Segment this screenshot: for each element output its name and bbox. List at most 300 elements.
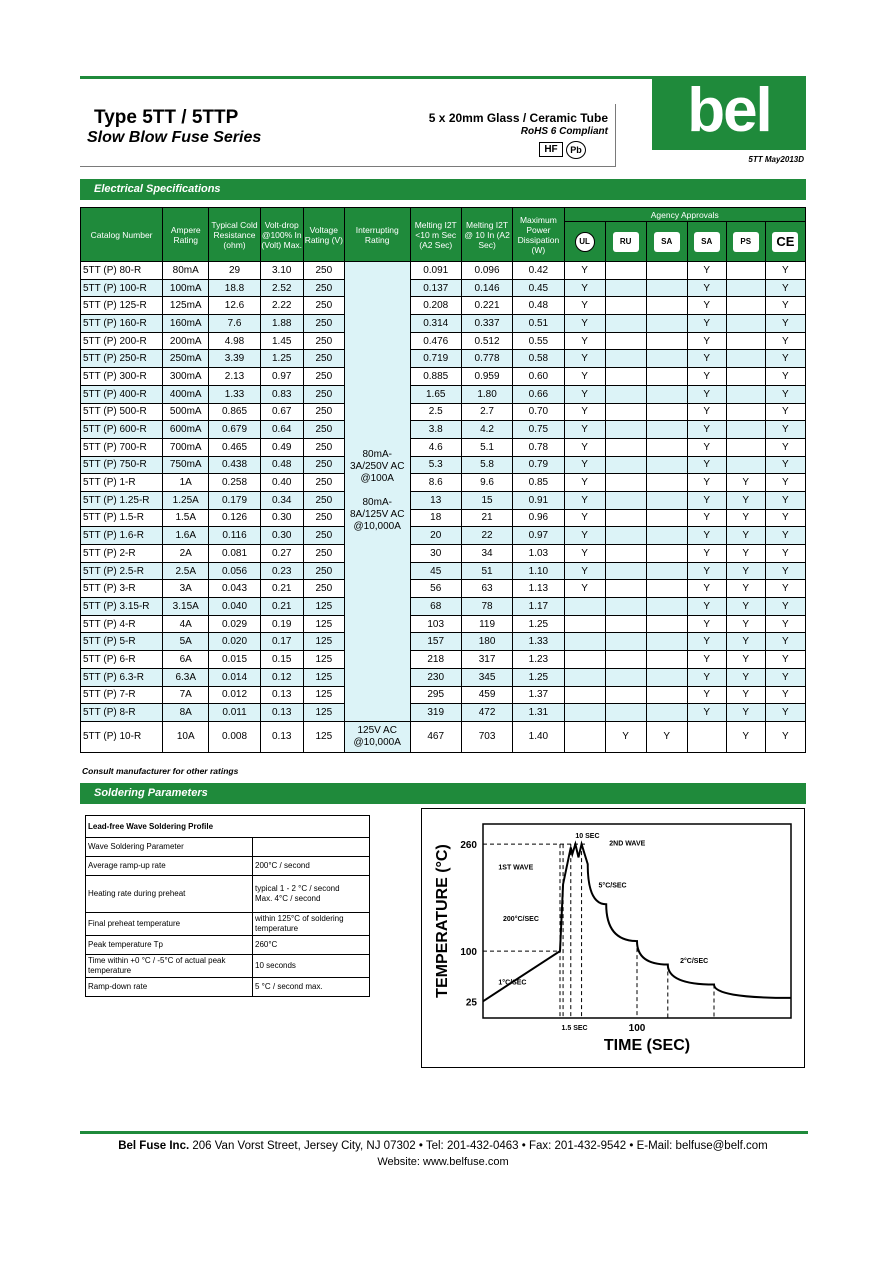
- table-cell: 0.13: [260, 686, 303, 704]
- table-cell: [646, 368, 687, 386]
- table-cell: [726, 403, 765, 421]
- table-cell: Y: [765, 580, 805, 598]
- table-cell: 0.83: [260, 385, 303, 403]
- table-cell: 51: [461, 562, 512, 580]
- table-cell: [646, 315, 687, 333]
- table-cell: Y: [687, 704, 726, 722]
- table-cell: [605, 580, 646, 598]
- table-cell: 0.012: [209, 686, 260, 704]
- table-cell: Y: [687, 421, 726, 439]
- table-cell: 200mA: [163, 332, 209, 350]
- table-cell: [726, 297, 765, 315]
- table-row: [81, 721, 806, 752]
- table-cell: Y: [765, 509, 805, 527]
- table-cell: 5TT (P) 250-R: [81, 350, 163, 368]
- y-tick-label: 260: [460, 840, 477, 852]
- header-catalog: Catalog Number: [81, 208, 163, 262]
- table-row: [81, 580, 806, 598]
- table-cell: 2.7: [461, 403, 512, 421]
- soldering-value: 200°C / second: [253, 857, 370, 876]
- table-cell: 7.6: [209, 315, 260, 333]
- table-cell: Y: [687, 297, 726, 315]
- table-cell: 1.25: [260, 350, 303, 368]
- table-cell: 700mA: [163, 438, 209, 456]
- table-cell: 8A: [163, 704, 209, 722]
- soldering-value: 5 °C / second max.: [253, 978, 370, 997]
- table-cell: [605, 509, 646, 527]
- table-cell: 4A: [163, 615, 209, 633]
- table-cell: 0.48: [513, 297, 564, 315]
- table-row: [81, 332, 806, 350]
- table-cell: 125: [303, 686, 344, 704]
- table-cell: [605, 332, 646, 350]
- table-cell: Y: [726, 721, 765, 752]
- ur-recognized-icon: RU: [613, 232, 639, 252]
- header-agency: Agency Approvals: [564, 208, 805, 222]
- table-cell: Y: [687, 651, 726, 669]
- soldering-value: [253, 838, 370, 857]
- table-cell: 10A: [163, 721, 209, 752]
- y-axis-label: TEMPERATURE (°C): [434, 844, 451, 998]
- soldering-param: Heating rate during preheat: [86, 876, 253, 913]
- table-cell: [646, 332, 687, 350]
- table-cell: Y: [765, 421, 805, 439]
- table-cell: 0.116: [209, 527, 260, 545]
- table-cell: 5TT (P) 8-R: [81, 704, 163, 722]
- soldering-table-title: Lead-free Wave Soldering Profile: [86, 816, 370, 838]
- table-cell: Y: [687, 668, 726, 686]
- table-cell: Y: [564, 279, 605, 297]
- table-cell: 317: [461, 651, 512, 669]
- table-cell: 250: [303, 562, 344, 580]
- table-cell: 1.31: [513, 704, 564, 722]
- table-cell: 0.67: [260, 403, 303, 421]
- header-interrupting: Interrupting Rating: [344, 208, 410, 262]
- table-cell: [605, 438, 646, 456]
- table-cell: 18: [410, 509, 461, 527]
- table-cell: Y: [564, 368, 605, 386]
- table-cell: [564, 704, 605, 722]
- electrical-section-header: Electrical Specifications: [80, 179, 806, 200]
- table-cell: Y: [687, 491, 726, 509]
- table-cell: [605, 598, 646, 616]
- table-cell: 0.043: [209, 580, 260, 598]
- table-cell: [726, 421, 765, 439]
- table-cell: [726, 456, 765, 474]
- table-cell: 0.58: [513, 350, 564, 368]
- table-cell: 0.137: [410, 279, 461, 297]
- table-cell: 0.040: [209, 598, 260, 616]
- table-row: [81, 651, 806, 669]
- table-cell: 0.959: [461, 368, 512, 386]
- table-cell: [726, 368, 765, 386]
- table-cell: [605, 562, 646, 580]
- table-cell: [687, 721, 726, 752]
- table-cell: [726, 279, 765, 297]
- table-cell: 0.438: [209, 456, 260, 474]
- table-cell: 5TT (P) 500-R: [81, 403, 163, 421]
- table-cell: 0.011: [209, 704, 260, 722]
- table-cell: Y: [687, 279, 726, 297]
- table-cell: Y: [765, 385, 805, 403]
- soldering-value: 10 seconds: [253, 955, 370, 978]
- table-cell: 125: [303, 668, 344, 686]
- table-cell: 295: [410, 686, 461, 704]
- table-cell: Y: [564, 438, 605, 456]
- table-cell: 250: [303, 474, 344, 492]
- table-cell: Y: [765, 633, 805, 651]
- table-cell: 250: [303, 527, 344, 545]
- table-cell: Y: [564, 491, 605, 509]
- table-cell: 1.33: [209, 385, 260, 403]
- table-cell: [646, 279, 687, 297]
- table-cell: 467: [410, 721, 461, 752]
- soldering-param: Average ramp-up rate: [86, 857, 253, 876]
- table-cell: Y: [765, 438, 805, 456]
- table-cell: [646, 403, 687, 421]
- table-cell: 103: [410, 615, 461, 633]
- table-cell: 125: [303, 633, 344, 651]
- table-cell: Y: [765, 491, 805, 509]
- table-cell: 0.15: [260, 651, 303, 669]
- y-tick-label: 25: [465, 997, 477, 1009]
- table-cell: [646, 615, 687, 633]
- table-cell: 4.98: [209, 332, 260, 350]
- table-cell: Y: [687, 527, 726, 545]
- table-cell: [726, 350, 765, 368]
- table-cell: 1.03: [513, 545, 564, 563]
- table-cell: [605, 704, 646, 722]
- table-cell: 5TT (P) 160-R: [81, 315, 163, 333]
- table-cell: 300mA: [163, 368, 209, 386]
- table-cell: Y: [564, 262, 605, 280]
- table-cell: Y: [687, 474, 726, 492]
- table-cell: 180: [461, 633, 512, 651]
- table-cell: 78: [461, 598, 512, 616]
- bel-logo-text: bel: [687, 76, 771, 145]
- table-cell: 0.23: [260, 562, 303, 580]
- table-cell: Y: [646, 721, 687, 752]
- table-cell: Y: [687, 456, 726, 474]
- x-tick-label: 100: [628, 1023, 646, 1034]
- table-cell: 3A: [163, 580, 209, 598]
- table-cell: Y: [726, 474, 765, 492]
- table-cell: Y: [687, 562, 726, 580]
- chart-annotation: 10 SEC: [575, 833, 600, 840]
- table-cell: 5TT (P) 7-R: [81, 686, 163, 704]
- table-cell: Y: [564, 562, 605, 580]
- table-cell: 4.2: [461, 421, 512, 439]
- table-cell: 9.6: [461, 474, 512, 492]
- table-cell: 5TT (P) 3-R: [81, 580, 163, 598]
- table-cell: 4.6: [410, 438, 461, 456]
- table-cell: Y: [726, 509, 765, 527]
- table-cell: 250: [303, 315, 344, 333]
- table-cell: 56: [410, 580, 461, 598]
- interrupting-rating-cell: 125V AC @10,000A: [344, 721, 410, 752]
- table-cell: Y: [687, 598, 726, 616]
- table-cell: 80mA: [163, 262, 209, 280]
- table-cell: Y: [765, 279, 805, 297]
- table-cell: 0.476: [410, 332, 461, 350]
- table-cell: [605, 368, 646, 386]
- table-cell: 600mA: [163, 421, 209, 439]
- table-cell: [605, 403, 646, 421]
- header-resistance: Typical Cold Resistance (ohm): [209, 208, 260, 262]
- table-cell: 250: [303, 456, 344, 474]
- table-cell: Y: [765, 403, 805, 421]
- table-row: [81, 279, 806, 297]
- table-cell: 2.5A: [163, 562, 209, 580]
- table-cell: 1.33: [513, 633, 564, 651]
- table-cell: 5TT (P) 2.5-R: [81, 562, 163, 580]
- table-cell: 1.65: [410, 385, 461, 403]
- table-cell: Y: [687, 580, 726, 598]
- table-cell: Y: [564, 509, 605, 527]
- table-cell: 250mA: [163, 350, 209, 368]
- table-cell: Y: [687, 315, 726, 333]
- table-cell: Y: [564, 580, 605, 598]
- table-cell: 5TT (P) 5-R: [81, 633, 163, 651]
- table-row: [81, 633, 806, 651]
- header-power: Maximum Power Dissipation (W): [513, 208, 564, 262]
- table-cell: 45: [410, 562, 461, 580]
- table-cell: [605, 527, 646, 545]
- chart-annotation: 1ST WAVE: [498, 864, 534, 872]
- table-cell: 1.88: [260, 315, 303, 333]
- table-cell: 0.78: [513, 438, 564, 456]
- hf-badge: HF: [539, 142, 563, 157]
- table-cell: [605, 385, 646, 403]
- table-cell: 1.37: [513, 686, 564, 704]
- table-cell: 5TT (P) 600-R: [81, 421, 163, 439]
- table-cell: 34: [461, 545, 512, 563]
- footer-website: Website: www.belfuse.com: [377, 1156, 509, 1168]
- table-row: [81, 686, 806, 704]
- table-cell: 2.22: [260, 297, 303, 315]
- table-cell: [646, 562, 687, 580]
- table-cell: 3.15A: [163, 598, 209, 616]
- table-cell: 250: [303, 262, 344, 280]
- solder-profile-chart: [421, 808, 805, 1068]
- chart-annotation: 2°C/SEC: [680, 958, 709, 966]
- table-row: [81, 385, 806, 403]
- table-cell: [605, 421, 646, 439]
- table-cell: 1.40: [513, 721, 564, 752]
- table-cell: 250: [303, 350, 344, 368]
- table-cell: [646, 456, 687, 474]
- table-cell: 0.70: [513, 403, 564, 421]
- soldering-value: typical 1 - 2 °C / second Max. 4°C / second: [253, 876, 370, 913]
- table-cell: Y: [726, 686, 765, 704]
- table-cell: Y: [726, 668, 765, 686]
- table-cell: [605, 545, 646, 563]
- chart-annotation: 1°C/SEC: [498, 979, 527, 987]
- table-cell: 0.21: [260, 580, 303, 598]
- table-cell: 0.778: [461, 350, 512, 368]
- table-cell: 500mA: [163, 403, 209, 421]
- table-cell: 8.6: [410, 474, 461, 492]
- table-cell: 400mA: [163, 385, 209, 403]
- table-cell: 250: [303, 421, 344, 439]
- table-cell: 5.3: [410, 456, 461, 474]
- footer-contact: [80, 1140, 806, 1152]
- table-cell: Y: [765, 297, 805, 315]
- electrical-spec-table: [80, 207, 806, 753]
- table-cell: 703: [461, 721, 512, 752]
- table-cell: [726, 438, 765, 456]
- table-cell: 250: [303, 279, 344, 297]
- table-cell: 1.25: [513, 615, 564, 633]
- table-cell: [605, 262, 646, 280]
- soldering-row: [86, 857, 370, 876]
- table-cell: 0.45: [513, 279, 564, 297]
- table-cell: 250: [303, 438, 344, 456]
- table-cell: 0.79: [513, 456, 564, 474]
- header-ampere: Ampere Rating: [163, 208, 209, 262]
- table-cell: 1.45: [260, 332, 303, 350]
- table-cell: Y: [726, 633, 765, 651]
- table-cell: 22: [461, 527, 512, 545]
- csa-icon: SA: [654, 232, 680, 252]
- table-cell: 0.97: [513, 527, 564, 545]
- table-cell: 5TT (P) 6-R: [81, 651, 163, 669]
- table-cell: 5TT (P) 400-R: [81, 385, 163, 403]
- table-cell: 5TT (P) 6.3-R: [81, 668, 163, 686]
- table-cell: [564, 668, 605, 686]
- table-cell: 21: [461, 509, 512, 527]
- table-cell: 0.314: [410, 315, 461, 333]
- soldering-value: 260°C: [253, 936, 370, 955]
- table-row: [81, 527, 806, 545]
- pb-free-badge: Pb: [566, 141, 586, 159]
- table-cell: 0.12: [260, 668, 303, 686]
- table-cell: 20: [410, 527, 461, 545]
- table-cell: Y: [687, 403, 726, 421]
- table-cell: 125: [303, 598, 344, 616]
- table-row: [81, 491, 806, 509]
- table-cell: Y: [765, 527, 805, 545]
- table-cell: Y: [564, 527, 605, 545]
- table-cell: Y: [765, 686, 805, 704]
- table-cell: 459: [461, 686, 512, 704]
- table-cell: [646, 633, 687, 651]
- table-cell: [646, 686, 687, 704]
- soldering-param: Wave Soldering Parameter: [86, 838, 253, 857]
- table-cell: [605, 315, 646, 333]
- table-cell: Y: [564, 297, 605, 315]
- table-cell: [605, 491, 646, 509]
- table-cell: Y: [726, 562, 765, 580]
- table-cell: 0.056: [209, 562, 260, 580]
- table-cell: 250: [303, 332, 344, 350]
- table-cell: 5TT (P) 700-R: [81, 438, 163, 456]
- table-cell: Y: [765, 262, 805, 280]
- table-cell: 0.13: [260, 721, 303, 752]
- table-cell: Y: [765, 456, 805, 474]
- table-cell: 5TT (P) 1.5-R: [81, 509, 163, 527]
- table-cell: 250: [303, 297, 344, 315]
- table-cell: Y: [765, 668, 805, 686]
- table-cell: [726, 385, 765, 403]
- table-cell: 30: [410, 545, 461, 563]
- table-cell: 6A: [163, 651, 209, 669]
- soldering-param: Ramp-down rate: [86, 978, 253, 997]
- table-cell: 1.17: [513, 598, 564, 616]
- table-cell: 0.146: [461, 279, 512, 297]
- table-row: [81, 368, 806, 386]
- table-cell: 0.091: [410, 262, 461, 280]
- soldering-profile-table: [85, 815, 370, 997]
- table-cell: [646, 598, 687, 616]
- table-cell: Y: [605, 721, 646, 752]
- table-row: [81, 474, 806, 492]
- page-title: Type 5TT / 5TTP: [94, 107, 239, 128]
- table-cell: 5TT (P) 80-R: [81, 262, 163, 280]
- table-cell: Y: [765, 315, 805, 333]
- header-i2t-10in: Melting I2T @ 10 In (A2 Sec): [461, 208, 512, 262]
- footer-rule: [80, 1131, 808, 1134]
- table-cell: 319: [410, 704, 461, 722]
- table-cell: [605, 297, 646, 315]
- table-cell: [646, 651, 687, 669]
- table-cell: 6.3A: [163, 668, 209, 686]
- table-cell: 1A: [163, 474, 209, 492]
- table-cell: Y: [765, 721, 805, 752]
- table-cell: 0.008: [209, 721, 260, 752]
- table-cell: Y: [726, 615, 765, 633]
- table-cell: 0.096: [461, 262, 512, 280]
- table-row: [81, 315, 806, 333]
- table-cell: 1.25: [513, 668, 564, 686]
- table-cell: Y: [687, 509, 726, 527]
- table-cell: 7A: [163, 686, 209, 704]
- table-cell: 0.60: [513, 368, 564, 386]
- table-cell: [605, 279, 646, 297]
- table-cell: 0.17: [260, 633, 303, 651]
- table-cell: Y: [687, 368, 726, 386]
- table-row: [81, 421, 806, 439]
- header-voltdrop: Volt-drop @100% In (Volt) Max.: [260, 208, 303, 262]
- table-cell: 0.719: [410, 350, 461, 368]
- table-cell: 0.885: [410, 368, 461, 386]
- table-cell: 1.13: [513, 580, 564, 598]
- table-row: [81, 615, 806, 633]
- table-cell: 345: [461, 668, 512, 686]
- table-cell: [646, 545, 687, 563]
- table-cell: [605, 633, 646, 651]
- table-cell: Y: [564, 545, 605, 563]
- table-cell: 250: [303, 580, 344, 598]
- table-cell: [564, 598, 605, 616]
- table-cell: Y: [765, 474, 805, 492]
- table-cell: [646, 350, 687, 368]
- table-cell: 1.5A: [163, 509, 209, 527]
- table-cell: Y: [726, 598, 765, 616]
- table-cell: [726, 315, 765, 333]
- table-cell: Y: [765, 368, 805, 386]
- table-cell: [564, 651, 605, 669]
- table-cell: 0.85: [513, 474, 564, 492]
- table-cell: 5.8: [461, 456, 512, 474]
- table-cell: 0.96: [513, 509, 564, 527]
- table-cell: 0.48: [260, 456, 303, 474]
- ce-mark-icon: CE: [772, 232, 798, 252]
- table-cell: 0.465: [209, 438, 260, 456]
- table-cell: 0.208: [410, 297, 461, 315]
- table-cell: 5TT (P) 4-R: [81, 615, 163, 633]
- table-cell: 5TT (P) 200-R: [81, 332, 163, 350]
